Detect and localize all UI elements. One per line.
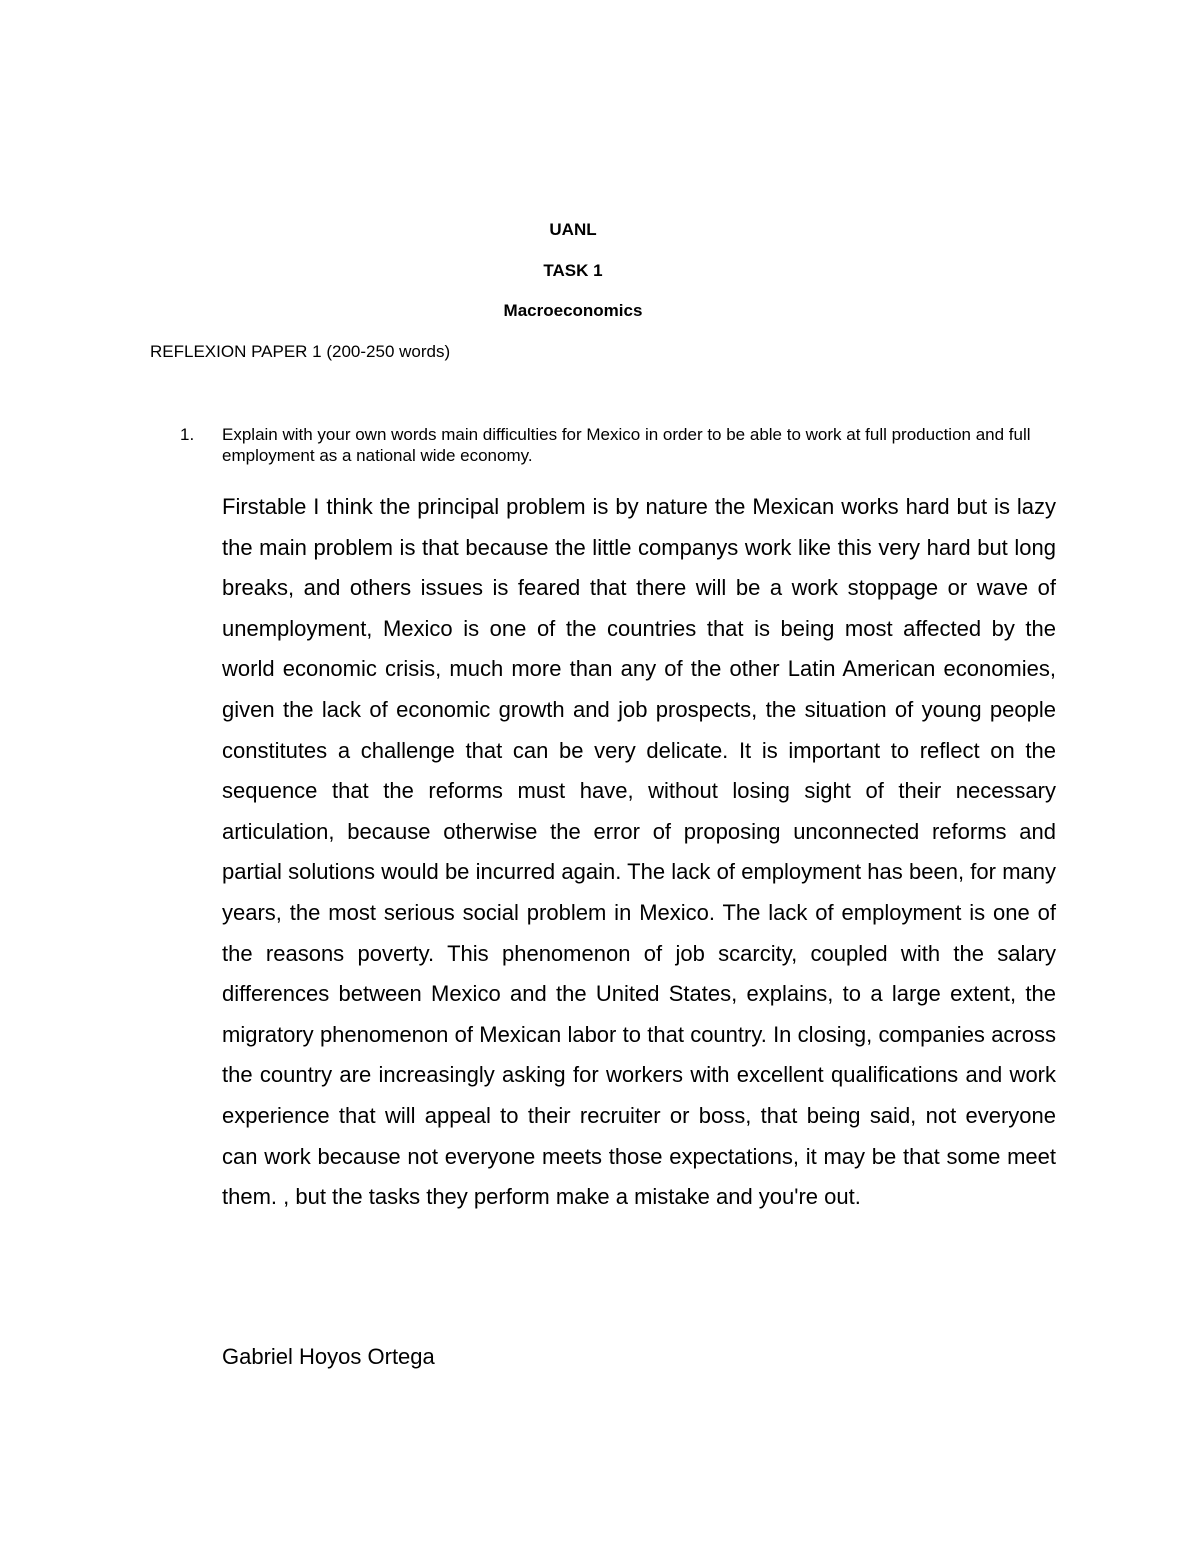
- subject-heading: Macroeconomics: [503, 301, 643, 320]
- question-text: Explain with your own words main difficulties for Mexico in order to be able to work at full production and full employment as a national wide economy.: [222, 425, 1031, 465]
- answer-paragraph: Firstable I think the principal problem is by nature the Mexican works hard but is lazy the main problem is that because the little companys work like this very hard but long breaks, and others issues is feared that there will be a work stoppage or wave of unemployment, Mexico is one of the countries that is being most affected by the world economic crisis, much more than any of the other Latin American economies, given the lack of economic growth and job prospects, the situation of young people constitutes a challenge that can be very delicate. It is important to reflect on the sequence that the reforms must have, without losing sight of their necessary articulation, because otherwise the error of proposing unconnected reforms and partial solutions would be incurred again. The lack of employment has been, for many years, the most serious social problem in Mexico. The lack of employment is one of the reasons poverty. This phenomenon of job scarcity, coupled with the salary differences between Mexico and the United States, explains, to a large extent, the migratory phenomenon of Mexican labor to that country. In closing, companies across the country are increasingly asking for workers with excellent qualifications and work experience that will appeal to their recruiter or boss, that being said, not everyone can work because not everyone meets those expectations, it may be that some meet them. , but the tasks they perform make a mistake and you're out.: [222, 494, 1056, 1210]
- task-heading: TASK 1: [543, 261, 603, 280]
- paper-subtitle: REFLEXION PAPER 1 (200-250 words): [150, 342, 451, 361]
- question-item: [180, 424, 1060, 466]
- author-signature: Gabriel Hoyos Ortega: [222, 1344, 435, 1369]
- institution-heading: UANL: [549, 220, 597, 239]
- question-number: 1.: [180, 425, 195, 444]
